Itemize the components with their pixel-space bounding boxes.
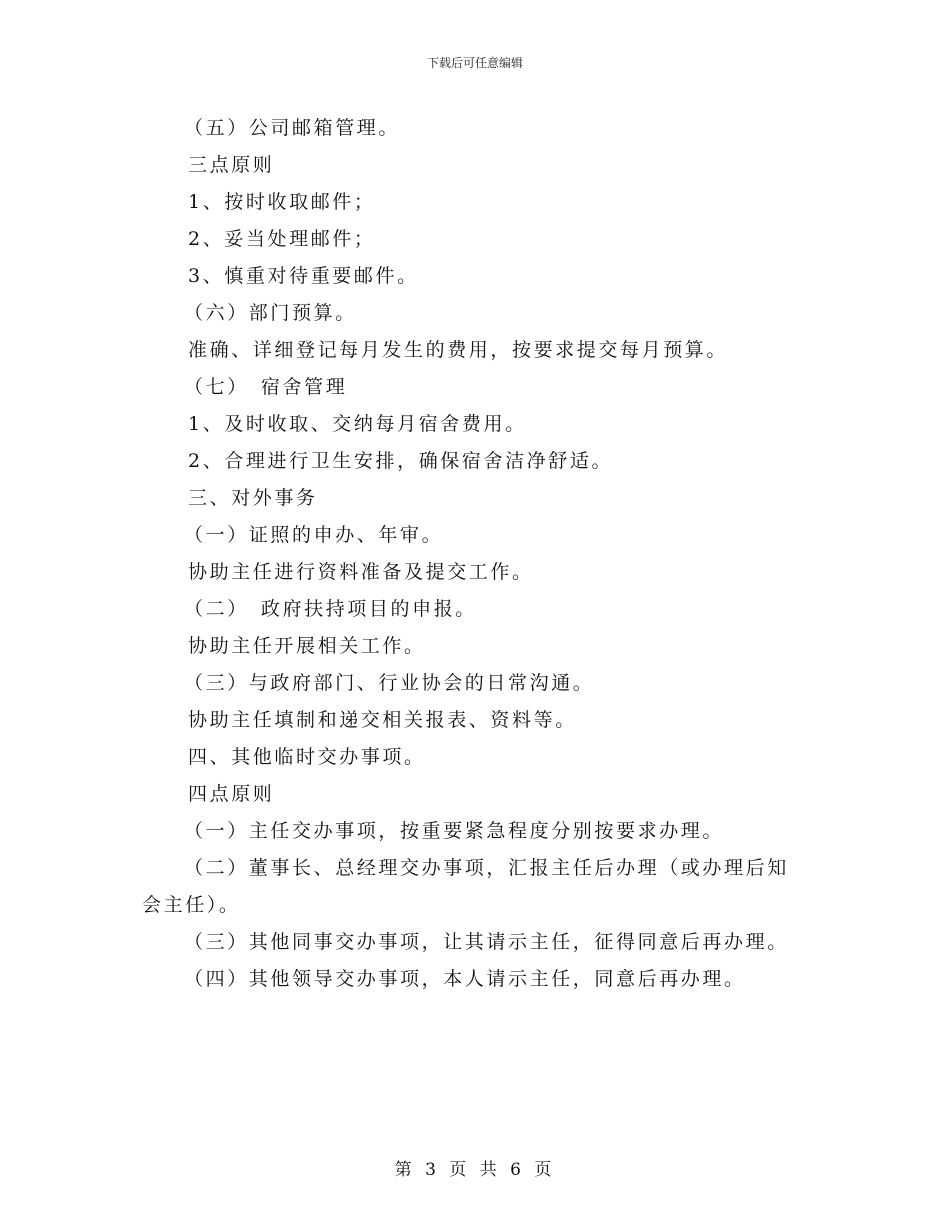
paragraph: （六）部门预算。 bbox=[184, 302, 357, 324]
paragraph: 3、慎重对待重要邮件。 bbox=[188, 265, 419, 287]
paragraph: （七） 宿舍管理 bbox=[184, 376, 348, 398]
section-heading: 三、对外事务 bbox=[188, 487, 318, 509]
section-heading: 四、其他临时交办事项。 bbox=[188, 746, 426, 768]
paragraph: 2、妥当处理邮件； bbox=[188, 228, 376, 250]
paragraph: 准确、详细登记每月发生的费用，按要求提交每月预算。 bbox=[188, 339, 729, 361]
paragraph: （二） 政府扶持项目的申报。 bbox=[184, 598, 477, 620]
paragraph: （一）主任交办事项，按重要紧急程度分别按要求办理。 bbox=[184, 820, 725, 842]
paragraph: （三）与政府部门、行业协会的日常沟通。 bbox=[184, 672, 595, 694]
paragraph: （三）其他同事交办事项，让其请示主任，征得同意后再办理。 bbox=[184, 931, 789, 953]
paragraph: 2、合理进行卫生安排，确保宿舍洁净舒适。 bbox=[188, 450, 614, 472]
paragraph: （四）其他领导交办事项，本人请示主任，同意后再办理。 bbox=[184, 968, 746, 990]
document-body bbox=[142, 110, 810, 998]
paragraph-continuation: 会主任）。 bbox=[142, 894, 241, 916]
paragraph: （五）公司邮箱管理。 bbox=[184, 117, 401, 139]
page-header: 下载后可任意编辑 bbox=[426, 56, 523, 70]
paragraph: 协助主任开展相关工作。 bbox=[188, 635, 426, 657]
paragraph: 四点原则 bbox=[188, 783, 275, 805]
paragraph: 1、按时收取邮件； bbox=[188, 191, 376, 213]
paragraph: 三点原则 bbox=[188, 154, 275, 176]
paragraph: 协助主任填制和递交相关报表、资料等。 bbox=[188, 709, 577, 731]
paragraph: （二）董事长、总经理交办事项，汇报主任后办理（或办理后知 bbox=[184, 857, 789, 879]
page-footer: 第 3 页 共 6 页 bbox=[394, 1160, 556, 1180]
paragraph: 协助主任进行资料准备及提交工作。 bbox=[188, 561, 534, 583]
paragraph: （一）证照的申办、年审。 bbox=[184, 524, 444, 546]
paragraph: 1、及时收取、交纳每月宿舍费用。 bbox=[188, 413, 527, 435]
